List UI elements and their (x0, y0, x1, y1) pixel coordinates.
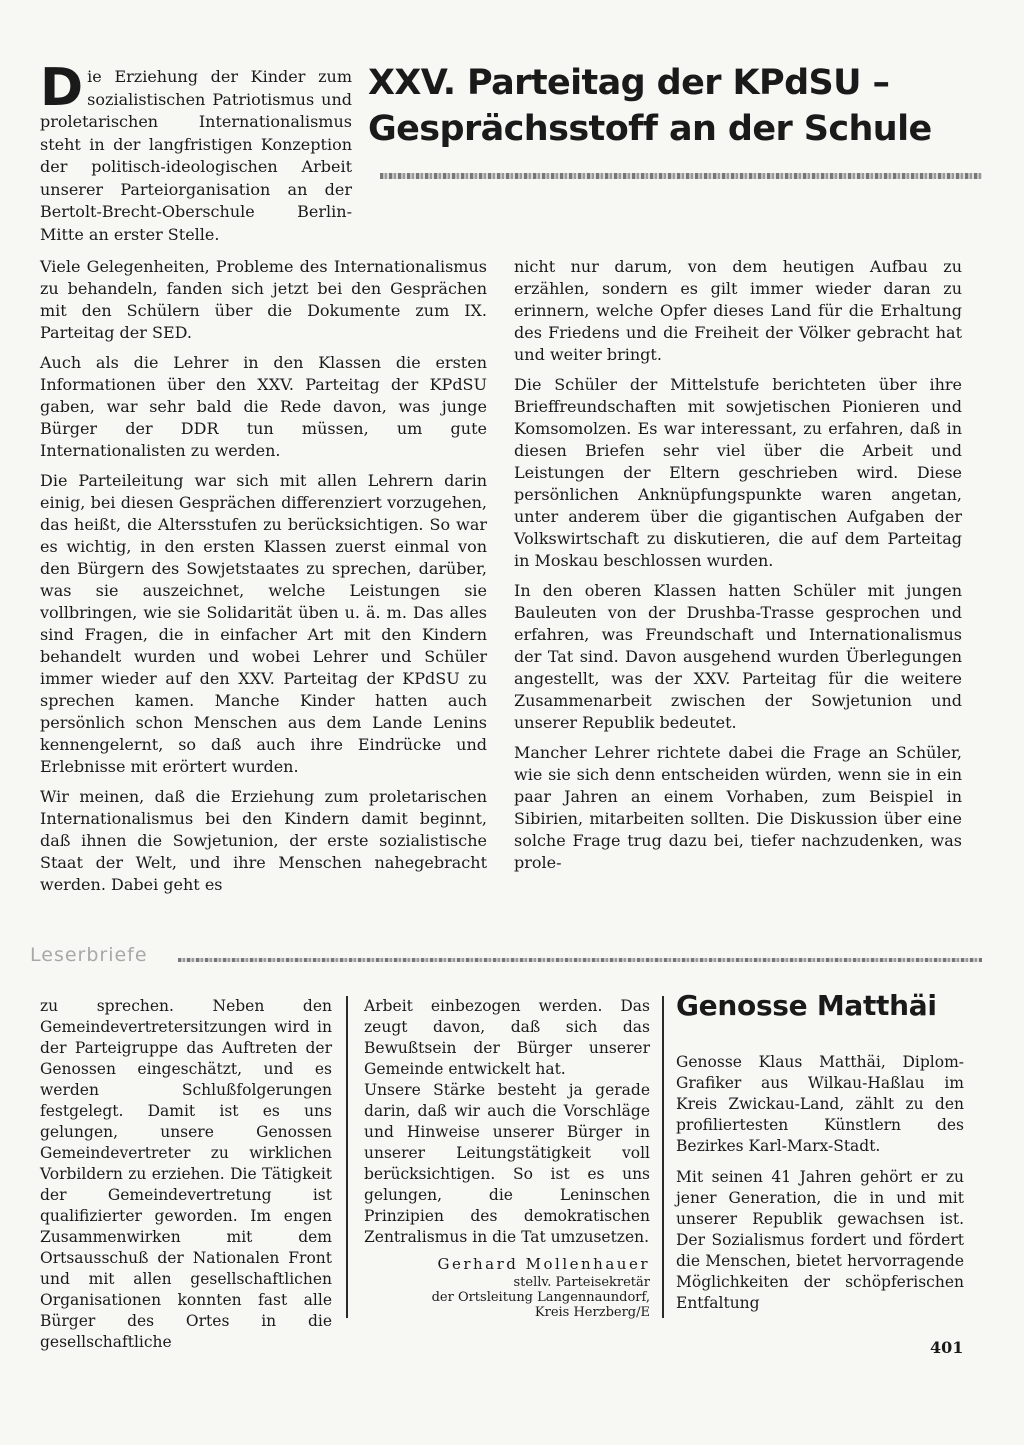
letter-column-1 (40, 996, 332, 1353)
page-number: 401 (930, 1338, 964, 1357)
col1-paragraph: Wir meinen, daß die Erziehung zum proletarischen Internationalismus bei den Kindern damit beginnt, daß ihnen die Sowjetunion, der erste sozialistische Staat der Welt, und ihre Menschen nahegebracht werden. Dabei geht es (40, 787, 487, 894)
drop-cap: D (40, 58, 84, 118)
section-label-leserbriefe: Leserbriefe (30, 944, 148, 966)
signature-role-line: Kreis Herzberg/E (534, 1305, 650, 1320)
profile-headline: Genosse Matthäi (676, 989, 937, 1022)
profile-paragraph: Mit seinen 41 Jahren gehört er zu jener Generation, die in und mit unserer Republik gewachsen ist. Der Sozialismus fordert und fördert die Menschen, bietet hervorragende Möglichkeiten der schöpferischen Entfaltung (676, 1168, 964, 1312)
col1-paragraph: Viele Gelegenheiten, Probleme des Internationalismus zu behandeln, fanden sich jetzt bei den Gesprächen mit den Schülern über die Dokumente zum IX. Parteitag der SED. (40, 257, 487, 342)
column-divider (346, 996, 348, 1318)
signature-role (360, 1275, 650, 1320)
col2-paragraph: Mancher Lehrer richtete dabei die Frage an Schüler, wie sie sich denn entscheiden würden, wenn sie in ein paar Jahren an einem Vorhaben, zum Beispiel in Sibirien, mitarbeiten sollten. Die Diskussion über eine solche Frage trug dazu bei, tiefer nachzudenken, was prole- (514, 743, 962, 872)
col1-paragraph: Die Parteileitung war sich mit allen Lehrern darin einig, bei diesen Gesprächen differenziert vorzugehen, das heißt, die Altersstufen zu berücksichtigen. So war es wichtig, in den ersten Klassen zuerst einmal von den Bürgern des Sowjetstaates zu sprechen, darüber, was sie auszeichnet, welche Leistungen sie vollbringen, wie sie Solidarität üben u. ä. m. Das alles sind Fragen, die in einfacher Art mit den Kindern behandelt wurden und wobei Lehrer und Schüler immer wieder auf den XXV. Parteitag der KPdSU zu sprechen kamen. Manche Kinder hatten auch persönlich schon Menschen aus dem Lande Lenins kennengelernt, so daß auch ihre Eindrücke und Erlebnisse mit erörtert wurden. (40, 471, 487, 776)
col1-paragraph: Auch als die Lehrer in den Klassen die ersten Informationen über den XXV. Parteitag der KPdSU gaben, war sehr bald die Rede davon, was junge Bürger der DDR tun müssen, um gute Internationalisten zu werden. (40, 353, 487, 460)
signature-role-line: stellv. Parteisekretär (513, 1275, 650, 1290)
letter-text: zu sprechen. Neben den Gemeindevertretersitzungen wird in der Parteigruppe das Auftreten der Genossen eingeschätzt, und es werden Schlußfolgerungen festgelegt. Damit ist es uns gelungen, unsere Genossen Gemeindevertreter zu wirklichen Vorbildern zu erziehen. Die Tätigkeit der Gemeindevertretung ist qualifizierter geworden. Im engen Zusammenwirken mit dem Ortsausschuß der Nationalen Front und mit allen gesellschaftlichen Organisationen konnten fast alle Bürger des Ortes in die gesellschaftliche (40, 997, 332, 1351)
column-divider (662, 996, 664, 1318)
article-column-1 (40, 256, 487, 896)
headline-line-1: XXV. Parteitag der KPdSU – (368, 63, 890, 103)
signature-name: Gerhard Mollenhauer (437, 1255, 650, 1273)
lead-paragraph (40, 58, 352, 246)
article-headline (368, 60, 968, 152)
section-rule (178, 958, 982, 962)
profile-paragraph: Genosse Klaus Matthäi, Diplom-Grafiker aus Wilkau-Haßlau im Kreis Zwickau-Land, zählt zu den profiliertesten Künstlern des Bezirkes Karl-Marx-Stadt. (676, 1053, 964, 1155)
letter-text: Arbeit einbezogen werden. Das zeugt davon, daß sich das Bewußtsein der Bürger unserer Gemeinde entwickelt hat. (364, 997, 650, 1078)
signature-role-line: der Ortsleitung Langennaundorf, (431, 1290, 650, 1305)
profile-column (676, 1052, 964, 1314)
headline-line-2: Gesprächsstoff an der Schule (368, 109, 932, 149)
col2-paragraph: nicht nur darum, von dem heutigen Aufbau zu erzählen, sondern es gilt immer wieder daran zu erinnern, welche Opfer dieses Land für die Erhaltung des Friedens und die Freiheit der Völker gebracht hat und weiter bringt. (514, 257, 962, 364)
lead-text: ie Erziehung der Kinder zum sozialistischen Patriotismus und proletarischen Internationalismus steht in der langfristigen Konzeption der politisch-ideologischen Arbeit unserer Parteiorganisation an der Bertolt-Brecht-Oberschule Berlin-Mitte an erster Stelle. (40, 67, 352, 244)
headline-rule (380, 173, 982, 179)
col2-paragraph: Die Schüler der Mittelstufe berichteten über ihre Brieffreundschaften mit sowjetischen Pionieren und Komsomolzen. Es war interessant, zu erfahren, daß in diesen Briefen sehr viel über die Arbeit und Leistungen der Eltern geschrieben wird. Diese persönlichen Anknüpfungspunkte waren angetan, unter anderem über die gigantischen Aufgaben der Volkswirtschaft zu diskutieren, die auf dem Parteitag in Moskau beschlossen wurden. (514, 375, 962, 570)
letter-column-2 (364, 996, 650, 1248)
article-column-2 (514, 256, 962, 874)
col2-paragraph: In den oberen Klassen hatten Schüler mit jungen Bauleuten von der Drushba-Trasse gesprochen und erfahren, was Freundschaft und Internationalismus der Tat sind. Davon ausgehend wurden Überlegungen angestellt, was der XXV. Parteitag für die weitere Zusammenarbeit zwischen der Sowjetunion und unserer Republik bedeutet. (514, 581, 962, 732)
letter-text: Unsere Stärke besteht ja gerade darin, daß wir auch die Vorschläge und Hinweise unserer Bürger in unserer Leitungstätigkeit voll berücksichtigen. So ist es uns gelungen, die Leninschen Prinzipien des demokratischen Zentralismus in die Tat umzusetzen. (364, 1081, 650, 1246)
